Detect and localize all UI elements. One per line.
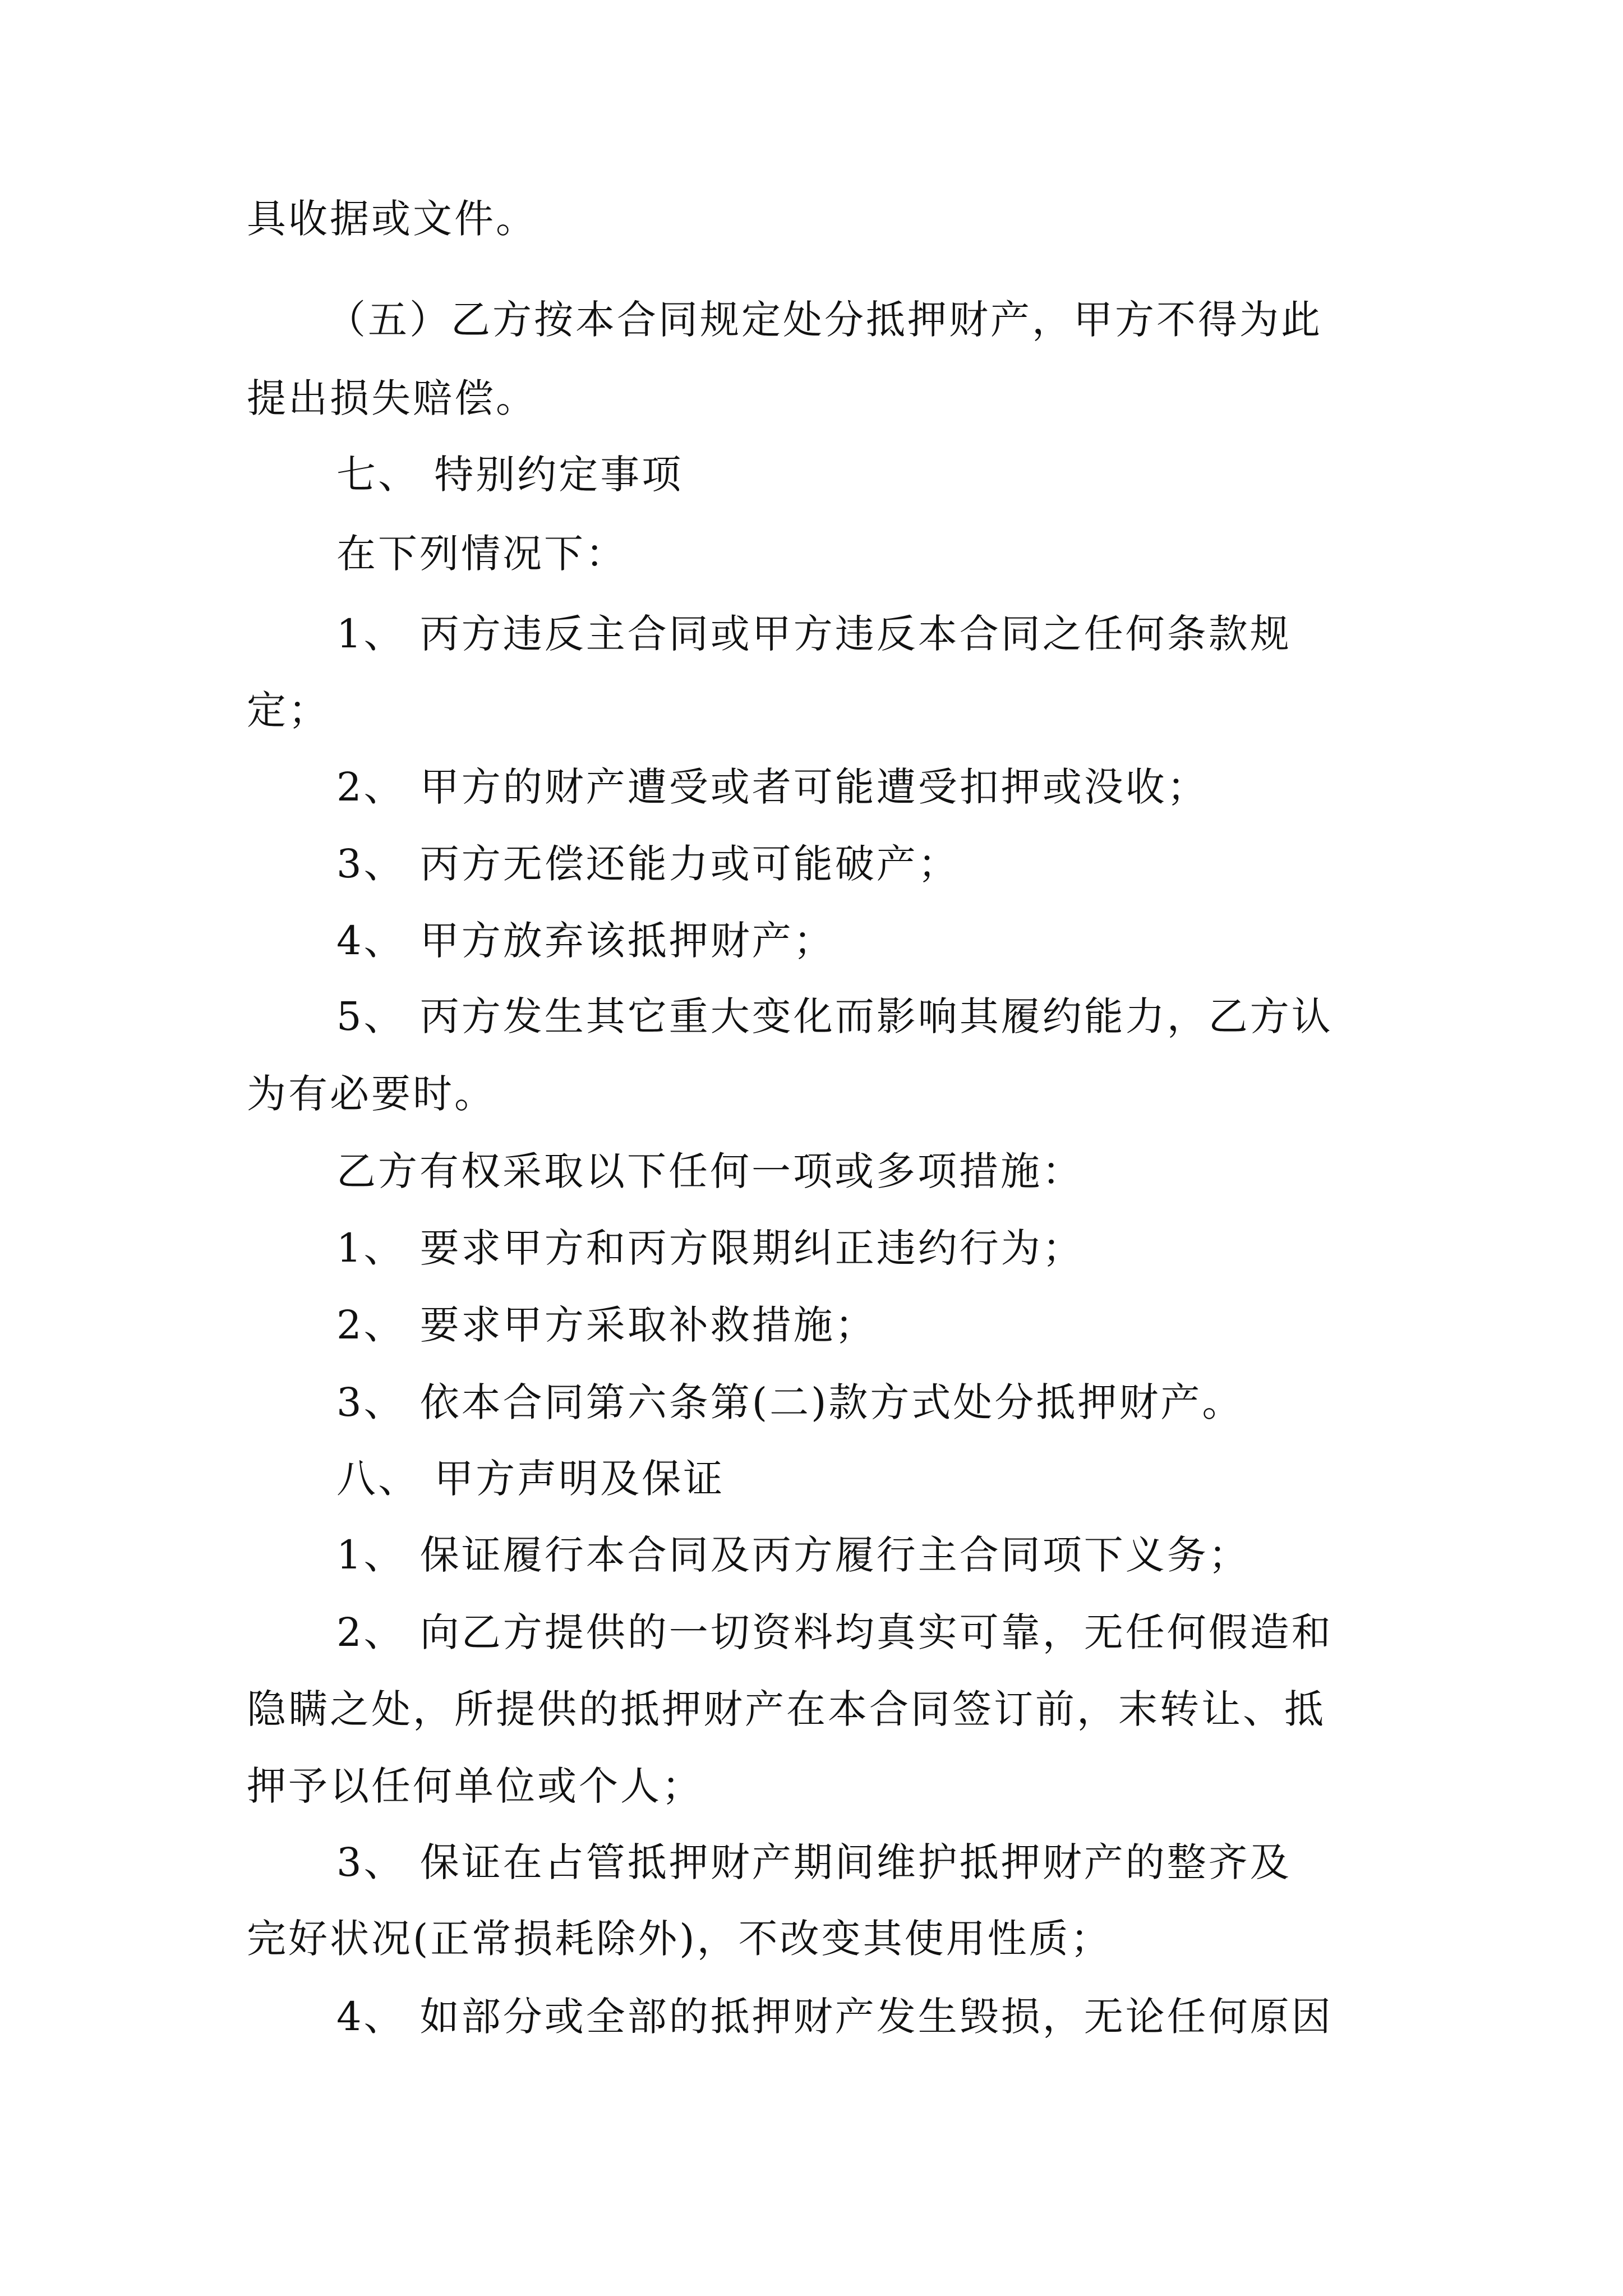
- section-heading: 七、 特别约定事项: [336, 452, 684, 498]
- list-item: 2、 向乙方提供的一切资料均真实可靠，无任何假造和: [336, 1609, 1333, 1655]
- list-item: 3、 保证在占管抵押财产期间维护抵押财产的整齐及: [336, 1839, 1292, 1885]
- list-item: 1、 要求甲方和丙方限期纠正违约行为；: [336, 1225, 1084, 1271]
- text-line: 完好状况(正常损耗除外)，不改变其使用性质；: [247, 1916, 1112, 1962]
- list-item: 2、 甲方的财产遭受或者可能遭受扣押或没收；: [336, 764, 1209, 810]
- list-item: 2、 要求甲方采取补救措施；: [336, 1302, 877, 1348]
- section-heading: 八、 甲方声明及保证: [336, 1456, 725, 1502]
- text-line: 乙方有权采取以下任何一项或多项措施：: [336, 1148, 1083, 1194]
- list-item: 1、 保证履行本合同及丙方履行主合同项下义务；: [336, 1532, 1250, 1578]
- text-line: 具收据或文件。: [247, 196, 537, 242]
- list-item: 3、 依本合同第六条第(二)款方式处分抵押财产。: [336, 1379, 1244, 1425]
- text-line: （五）乙方按本合同规定处分抵押财产，甲方不得为此: [326, 297, 1322, 343]
- list-item: 3、 丙方无偿还能力或可能破产；: [336, 841, 960, 887]
- text-line: 提出损失赔偿。: [247, 375, 537, 421]
- text-line: 押予以任何单位或个人；: [247, 1763, 703, 1809]
- text-line: 为有必要时。: [247, 1071, 496, 1117]
- list-item: 1、 丙方违反主合同或甲方违反本合同之任何条款规: [336, 611, 1292, 657]
- list-item: 4、 如部分或全部的抵押财产发生毁损，无论任何原因: [336, 1994, 1333, 2040]
- list-item: 5、 丙方发生其它重大变化而影响其履约能力，乙方认: [336, 993, 1333, 1039]
- text-line: 定；: [247, 687, 330, 733]
- text-line: 隐瞒之处，所提供的抵押财产在本合同签订前，末转让、抵: [247, 1686, 1326, 1732]
- text-line: 在下列情况下：: [336, 531, 627, 577]
- list-item: 4、 甲方放弃该抵押财产；: [336, 918, 835, 964]
